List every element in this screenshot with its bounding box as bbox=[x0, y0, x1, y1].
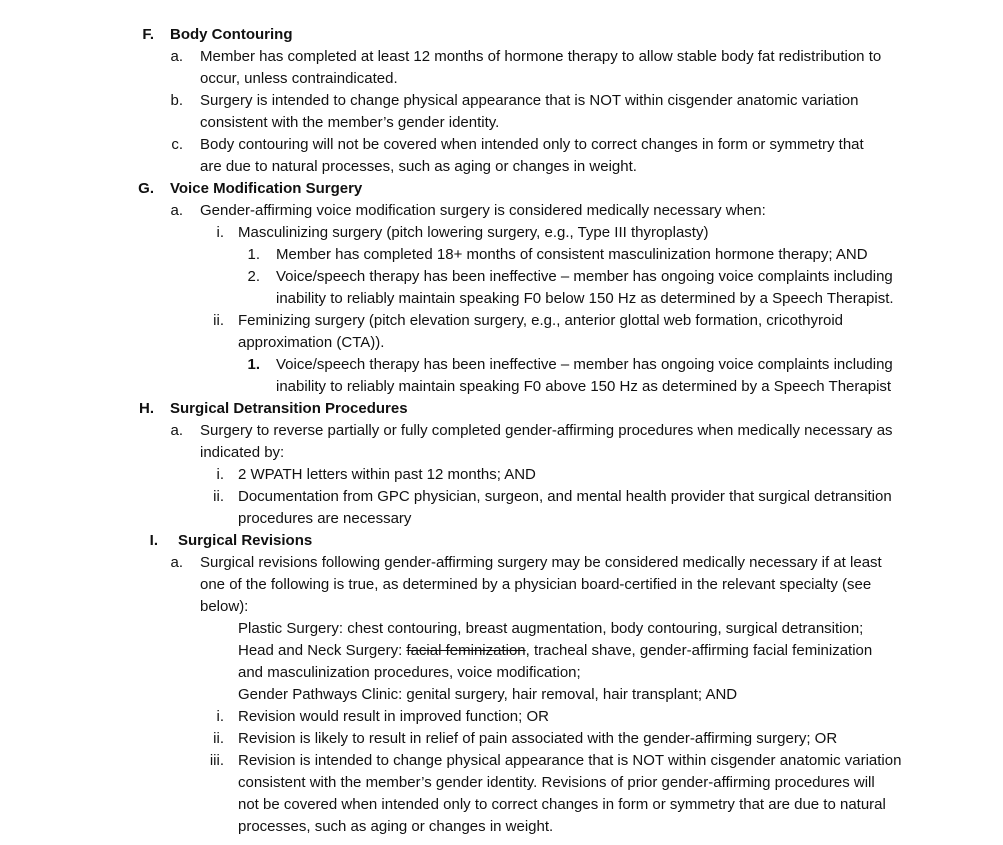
g-i-1-text: Member has completed 18+ months of consistent masculinization hormone therapy; AND bbox=[276, 246, 868, 263]
g-i-1-marker: 1. bbox=[247, 246, 260, 263]
specialty-head-neck-rest: , tracheal shave, gender-affirming facial feminization bbox=[525, 642, 873, 659]
i-ii-marker: ii. bbox=[213, 730, 224, 747]
h-i-text: 2 WPATH letters within past 12 months; AND bbox=[238, 466, 536, 483]
i-a-line-1: Surgical revisions following gender-affirming surgery may be considered medically necessary if at least bbox=[200, 554, 882, 571]
g-a-text: Gender-affirming voice modification surgery is considered medically necessary when: bbox=[200, 202, 766, 219]
g-i-2-line-2: inability to reliably maintain speaking F0 below 150 Hz as determined by a Speech Therapist. bbox=[276, 290, 894, 307]
g-a-marker: a. bbox=[170, 202, 183, 219]
f-a-marker: a. bbox=[170, 48, 183, 65]
specialty-head-neck-prefix: Head and Neck Surgery: bbox=[238, 642, 407, 659]
h-a-marker: a. bbox=[170, 422, 183, 439]
i-a-line-2: one of the following is true, as determined by a physician board-certified in the relevant specialty (see bbox=[200, 576, 872, 593]
section-i-marker: I. bbox=[149, 532, 158, 549]
section-h-marker: H. bbox=[139, 400, 154, 417]
g-ii-1-line-1: Voice/speech therapy has been ineffective – member has ongoing voice complaints including bbox=[276, 356, 893, 373]
struck-text: facial feminization bbox=[406, 642, 526, 659]
g-i-marker: i. bbox=[216, 224, 224, 241]
i-iii-line-3: not be covered when intended only to correct changes in form or symmetry that are due to natural bbox=[238, 796, 886, 813]
section-f-heading: Body Contouring bbox=[170, 26, 293, 43]
i-a-line-3: below): bbox=[200, 598, 249, 615]
i-iii-marker: iii. bbox=[209, 752, 224, 769]
section-g-marker: G. bbox=[138, 180, 154, 197]
f-b-marker: b. bbox=[170, 92, 183, 109]
specialty-plastic-surgery: Plastic Surgery: chest contouring, breast augmentation, body contouring, surgical detransition; bbox=[238, 620, 864, 637]
i-ii-text: Revision is likely to result in relief of pain associated with the gender-affirming surgery; OR bbox=[238, 730, 838, 747]
h-ii-line-2: procedures are necessary bbox=[238, 510, 412, 527]
i-iii-line-4: processes, such as aging or changes in weight. bbox=[238, 818, 554, 835]
i-a-marker: a. bbox=[170, 554, 183, 571]
specialty-head-neck-line-1 bbox=[238, 640, 872, 662]
f-b-line-1: Surgery is intended to change physical appearance that is NOT within cisgender anatomic variation bbox=[200, 92, 859, 109]
f-b-line-2: consistent with the member’s gender identity. bbox=[200, 114, 500, 131]
section-g-heading: Voice Modification Surgery bbox=[170, 180, 363, 197]
h-a-line-2: indicated by: bbox=[200, 444, 285, 461]
f-a-line-2: occur, unless contraindicated. bbox=[200, 70, 398, 87]
specialty-gender-pathways: Gender Pathways Clinic: genital surgery, hair removal, hair transplant; AND bbox=[238, 686, 738, 703]
i-i-marker: i. bbox=[216, 708, 224, 725]
f-c-marker: c. bbox=[171, 136, 183, 153]
section-f-marker: F. bbox=[142, 26, 154, 43]
g-i-text: Masculinizing surgery (pitch lowering surgery, e.g., Type III thyroplasty) bbox=[238, 224, 709, 241]
i-i-text: Revision would result in improved function; OR bbox=[238, 708, 549, 725]
g-ii-line-1: Feminizing surgery (pitch elevation surgery, e.g., anterior glottal web formation, cricothyroid bbox=[238, 312, 843, 329]
g-ii-1-marker: 1. bbox=[247, 356, 260, 373]
g-ii-line-2: approximation (CTA)). bbox=[238, 334, 385, 351]
g-ii-1-line-2: inability to reliably maintain speaking F0 above 150 Hz as determined by a Speech Therapist bbox=[276, 378, 892, 395]
g-ii-marker: ii. bbox=[213, 312, 224, 329]
specialty-head-neck-line-2: and masculinization procedures, voice modification; bbox=[238, 664, 581, 681]
section-h-heading: Surgical Detransition Procedures bbox=[170, 400, 408, 417]
i-iii-line-1: Revision is intended to change physical appearance that is NOT within cisgender anatomic variation bbox=[238, 752, 902, 769]
h-ii-marker: ii. bbox=[213, 488, 224, 505]
h-a-line-1: Surgery to reverse partially or fully completed gender-affirming procedures when medically necessary as bbox=[200, 422, 893, 439]
f-c-line-2: are due to natural processes, such as aging or changes in weight. bbox=[200, 158, 637, 175]
h-i-marker: i. bbox=[216, 466, 224, 483]
i-iii-line-2: consistent with the member’s gender identity. Revisions of prior gender-affirming procedures will bbox=[238, 774, 875, 791]
section-i-heading: Surgical Revisions bbox=[178, 532, 313, 549]
h-ii-line-1: Documentation from GPC physician, surgeon, and mental health provider that surgical detransition bbox=[238, 488, 892, 505]
f-c-line-1: Body contouring will not be covered when intended only to correct changes in form or symmetry that bbox=[200, 136, 864, 153]
g-i-2-marker: 2. bbox=[247, 268, 260, 285]
g-i-2-line-1: Voice/speech therapy has been ineffective – member has ongoing voice complaints including bbox=[276, 268, 893, 285]
f-a-line-1: Member has completed at least 12 months of hormone therapy to allow stable body fat redistribution to bbox=[200, 48, 882, 65]
